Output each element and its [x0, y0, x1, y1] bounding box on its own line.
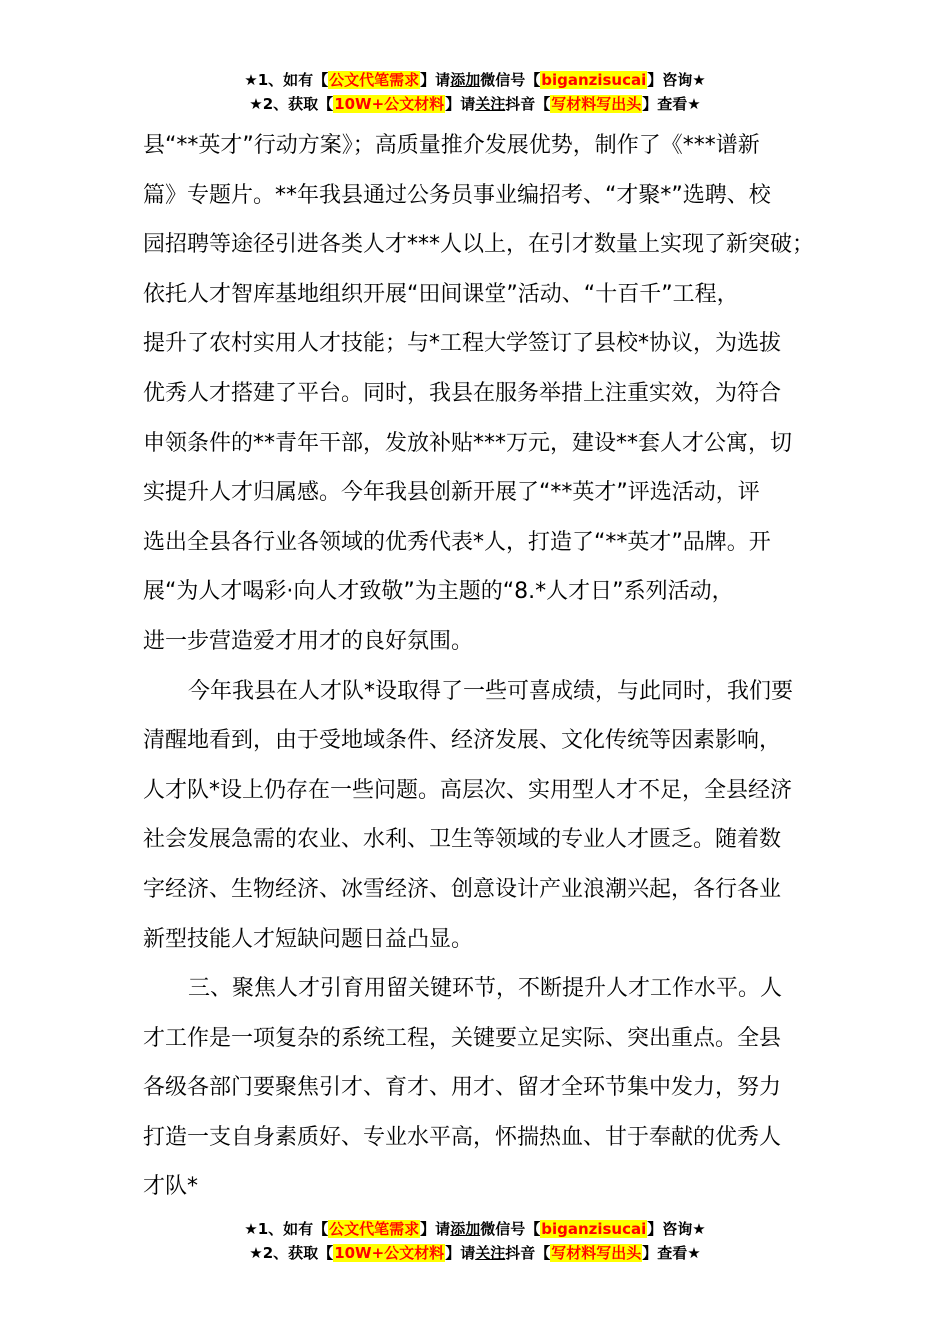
text-line: 今年我县在人才队*设取得了一些可喜成绩，与此同时，我们要 [188, 678, 794, 704]
banner-highlight-materials: 10W+公文材料 [334, 1244, 445, 1262]
paragraph-1 [143, 121, 833, 667]
banner-line-1-suffix: 】咨询★ [647, 1220, 706, 1238]
banner-line-1 [0, 68, 950, 92]
text-line: 进一步营造爱才用才的良好氛围。 [143, 628, 474, 654]
banner-underlined-add: 添加 [450, 1220, 481, 1238]
text-line: 人才队*设上仍存在一些问题。高层次、实用型人才不足，全县经济 [143, 777, 793, 803]
text-line: 各级各部门要聚焦引才、育才、用才、留才全环节集中发力，努力 [143, 1075, 782, 1101]
text-line: 新型技能人才短缺问题日益凸显。 [143, 926, 474, 952]
banner-line-2-middle-2: 抖音【 [505, 95, 551, 113]
text-line: 社会发展急需的农业、水利、卫生等领域的专业人才匮乏。随着数 [143, 827, 782, 853]
text-line: 才队* [143, 1174, 199, 1200]
banner-line-2 [0, 92, 950, 116]
banner-line-1-prefix: ★1、如有【 [244, 71, 329, 89]
banner-highlight-service: 公文代笔需求 [329, 1220, 420, 1238]
banner-line-2-prefix: ★2、获取【 [249, 1244, 334, 1262]
banner-line-1-middle-2: 微信号【 [480, 71, 541, 89]
paragraph-3 [143, 964, 833, 1212]
banner-highlight-service: 公文代笔需求 [329, 71, 420, 89]
banner-highlight-materials: 10W+公文材料 [334, 95, 445, 113]
text-line: 实提升人才归属感。今年我县创新开展了“**英才”评选活动，评 [143, 480, 760, 506]
banner-highlight-wechat-id: biganzisucai [541, 1220, 647, 1238]
banner-underlined-add: 添加 [450, 71, 481, 89]
text-line: 依托人才智库基地组织开展“田间课堂”活动、“十百千”工程， [143, 281, 739, 307]
text-line: 优秀人才搭建了平台。同时，我县在服务举措上注重实效，为符合 [143, 380, 782, 406]
banner-highlight-douyin-id: 写材料写出头 [551, 1244, 642, 1262]
document-body [143, 121, 833, 1212]
banner-line-1-prefix: ★1、如有【 [244, 1220, 329, 1238]
text-line: 篇》专题片。**年我县通过公务员事业编招考、“才聚*”选聘、校 [143, 182, 771, 208]
header-banner [0, 68, 950, 116]
text-line: 字经济、生物经济、冰雪经济、创意设计产业浪潮兴起，各行各业 [143, 876, 782, 902]
text-line: 打造一支自身素质好、专业水平高，怀揣热血、甘于奉献的优秀人 [143, 1124, 782, 1150]
banner-line-1 [0, 1217, 950, 1241]
banner-underlined-follow: 关注 [475, 1244, 506, 1262]
banner-line-2-prefix: ★2、获取【 [249, 95, 334, 113]
banner-underlined-follow: 关注 [475, 95, 506, 113]
paragraph-2 [143, 667, 833, 965]
text-line: 清醒地看到，由于受地域条件、经济发展、文化传统等因素影响， [143, 728, 782, 754]
text-line: 展“为人才喝彩·向人才致敬”为主题的“8.*人才日”系列活动， [143, 579, 734, 605]
banner-line-2-middle: 】请 [445, 95, 476, 113]
banner-line-1-middle-2: 微信号【 [480, 1220, 541, 1238]
text-line: 才工作是一项复杂的系统工程，关键要立足实际、突出重点。全县 [143, 1025, 782, 1051]
text-line: 县“**英才”行动方案》；高质量推介发展优势，制作了《***谱新 [143, 133, 760, 158]
text-line: 园招聘等途径引进各类人才***人以上，在引才数量上实现了新突破； [143, 232, 815, 258]
banner-line-2-middle: 】请 [445, 1244, 476, 1262]
banner-line-2-suffix: 】查看★ [642, 95, 701, 113]
text-line: 申领条件的**青年干部，发放补贴***万元，建设**套人才公寓，切 [143, 430, 793, 456]
banner-line-1-suffix: 】咨询★ [647, 71, 706, 89]
banner-line-1-middle: 】请 [420, 71, 451, 89]
text-line: 选出全县各行业各领域的优秀代表*人，打造了“**英才”品牌。开 [143, 529, 771, 555]
banner-line-2 [0, 1241, 950, 1265]
banner-line-2-middle-2: 抖音【 [505, 1244, 551, 1262]
text-line: 三、聚焦人才引育用留关键环节，不断提升人才工作水平。人 [188, 976, 783, 1002]
banner-highlight-wechat-id: biganzisucai [541, 71, 647, 89]
banner-highlight-douyin-id: 写材料写出头 [551, 95, 642, 113]
text-line: 提升了农村实用人才技能；与*工程大学签订了县校*协议，为选拔 [143, 331, 782, 357]
banner-line-1-middle: 】请 [420, 1220, 451, 1238]
banner-line-2-suffix: 】查看★ [642, 1244, 701, 1262]
footer-banner [0, 1217, 950, 1265]
